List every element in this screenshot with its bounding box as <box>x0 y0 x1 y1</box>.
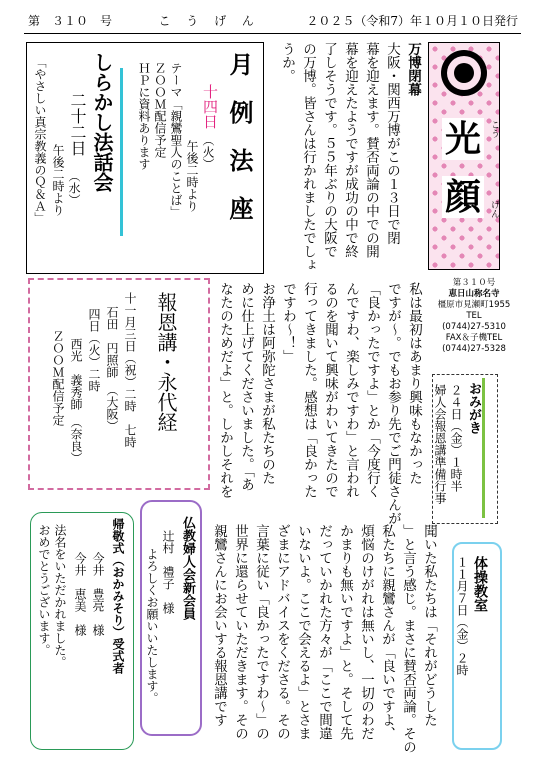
expo-line: 了しそうです。５５年ぶりの大阪で <box>321 42 337 258</box>
kikyoshiki-name2: 今井 恵美 様 <box>73 552 87 636</box>
temple-info <box>428 278 520 355</box>
title-char-gen: 顔 <box>442 176 484 218</box>
expo-article <box>276 42 423 270</box>
hoonko-line: 石田 円照師 （大阪） <box>105 306 119 432</box>
fujinkai-greeting: よろしくお願いいたします。 <box>145 548 159 704</box>
kikyoshiki-line1: 法名をいただかれました。 <box>53 524 67 668</box>
info-line: FAX＆子機TEL <box>445 333 503 343</box>
info-line: 第３１０号 <box>452 278 496 288</box>
bottom-article <box>208 524 439 762</box>
expo-line: 幕を迎えます。賛否両論の中での開 <box>363 42 379 258</box>
bottom-line: 親鸞さんにお会いする報恩講です <box>211 524 227 727</box>
shirakashi-title: しらかし法話会 <box>90 52 114 192</box>
bottom-line: 」と言う感じ。まさに賛否両論。その <box>400 524 416 754</box>
bottom-line: ざまにアドバイスをくださる。その <box>274 524 290 740</box>
taiso-date: １１月７日（金）２時 <box>455 556 469 676</box>
main-line: 私は最初はあまり興味もなかった <box>406 282 422 485</box>
info-line: 橿原市見瀬町1955 <box>437 300 511 310</box>
info-line: (0744)27-5328 <box>442 344 506 354</box>
monthly-zoom: ＺＯＯＭ配信予定 <box>153 62 167 158</box>
expo-heading: 万博閉幕 <box>405 42 421 96</box>
monthly-weekday: （火） <box>201 134 215 170</box>
newsletter-title: こ う げ ん <box>158 13 260 28</box>
shirakashi-weekday: （水） <box>67 170 81 206</box>
monthly-divider <box>120 68 123 236</box>
main-line: ですわ〜！」 <box>280 282 296 363</box>
kikyoshiki-title: 帰敬式（おかみそり）受式者 <box>111 518 125 674</box>
bottom-line: いないよ。ここで会えるよ」とさま <box>295 524 311 740</box>
title-ruby-kou: こう <box>489 120 499 138</box>
bottom-line: 私たちに親鸞さんが「良いですよ、 <box>379 524 395 740</box>
kikyoshiki-line2: おめでとうございます。 <box>37 524 51 656</box>
main-article <box>214 282 424 525</box>
publish-date: ２０２５（令和7）年１０月１０日発行 <box>306 13 518 28</box>
main-line: 行ってきました。感想は「良かった <box>301 282 317 498</box>
kikyoshiki-name1: 今井 豊亮 様 <box>91 552 105 636</box>
expo-line: 幕を迎えたようですが成功の中で終 <box>342 42 358 258</box>
taiso-title: 体操教室 <box>472 556 488 612</box>
bottom-line: 言葉に従い「良かったですわ〜」の <box>253 524 269 740</box>
omigaki-date: ２４日（金）１時半 <box>449 384 463 492</box>
omigaki-title: おみがき <box>466 382 481 434</box>
shirakashi-topic: 「やさしい真宗教義のＱ＆Ａ」 <box>33 56 47 224</box>
main-line: 「良かったですよ」とか「今度行く <box>364 282 380 498</box>
shirakashi-date: 二十二日 <box>68 92 87 156</box>
main-line: ですが〜。でもお参り先でご門徒さんが <box>385 282 401 525</box>
monthly-date: 十四日 <box>201 84 219 129</box>
main-line: めに仕上げてくださいました。「あ <box>238 282 254 492</box>
fujinkai-name: 辻村 禮子 様 <box>161 530 175 614</box>
monthly-time: 午後二時より <box>185 140 199 212</box>
fujinkai-title: 仏教婦人会新会員 <box>180 516 195 620</box>
issue-number: 第 ３１０ 号 <box>28 13 113 28</box>
main-line: なたのためだよ」と。しかしそれを <box>217 282 233 498</box>
hoonko-line: 四日（火）二時 <box>87 308 101 392</box>
bottom-line: 煩悩のけがれは無いし、一切のわだ <box>358 524 374 740</box>
masthead-rule <box>24 33 521 34</box>
monthly-title: 月 例 法 座 <box>225 52 254 220</box>
expo-line: うか。 <box>279 42 295 83</box>
crest-mark <box>454 63 474 83</box>
expo-line: 大阪・関西万博がこの１３日で閉 <box>384 42 400 245</box>
bottom-line: 聞いた私たちは「それがどうした <box>421 524 437 727</box>
info-line: TEL <box>466 311 482 321</box>
info-line: (0744)27-5310 <box>442 322 506 332</box>
hoonko-line: ＺＯＯＭ配信予定 <box>51 330 65 426</box>
bottom-line: かまりも無いですよ」と。そして先 <box>337 524 353 740</box>
title-char-kou: 光 <box>442 118 484 160</box>
main-line: お浄土は阿弥陀さまが私たちのた <box>259 282 275 485</box>
hoonko-title: 報恩講・永代経 <box>154 292 178 432</box>
shirakashi-time: 午後二時より <box>51 144 65 216</box>
info-line: 恵日山称名寺 <box>448 289 500 299</box>
omigaki-desc: 婦人会報恩講準備行事 <box>433 384 447 504</box>
monthly-hp: ＨＰに資料あります <box>137 62 151 170</box>
expo-line: の万博。皆さんは行かれましたでしょ <box>300 42 316 272</box>
bottom-line: だっていかれた方々が「ここで間違 <box>316 524 332 740</box>
hoonko-line: 西光 義秀師 （奈良） <box>69 338 83 464</box>
bottom-line: 世界に還らせていただきます。その <box>232 524 248 740</box>
main-line: んですわ、楽しみですわ」と言われ <box>343 282 359 498</box>
hoonko-line: 十一月三日（祝）二時 七時 <box>123 292 137 448</box>
main-line: るのを聞いて興味がわいてきたので <box>322 282 338 498</box>
title-ruby-gen: げん <box>489 200 499 218</box>
monthly-theme: テーマ「親鸞聖人のことば」 <box>169 62 183 218</box>
masthead <box>28 8 518 32</box>
